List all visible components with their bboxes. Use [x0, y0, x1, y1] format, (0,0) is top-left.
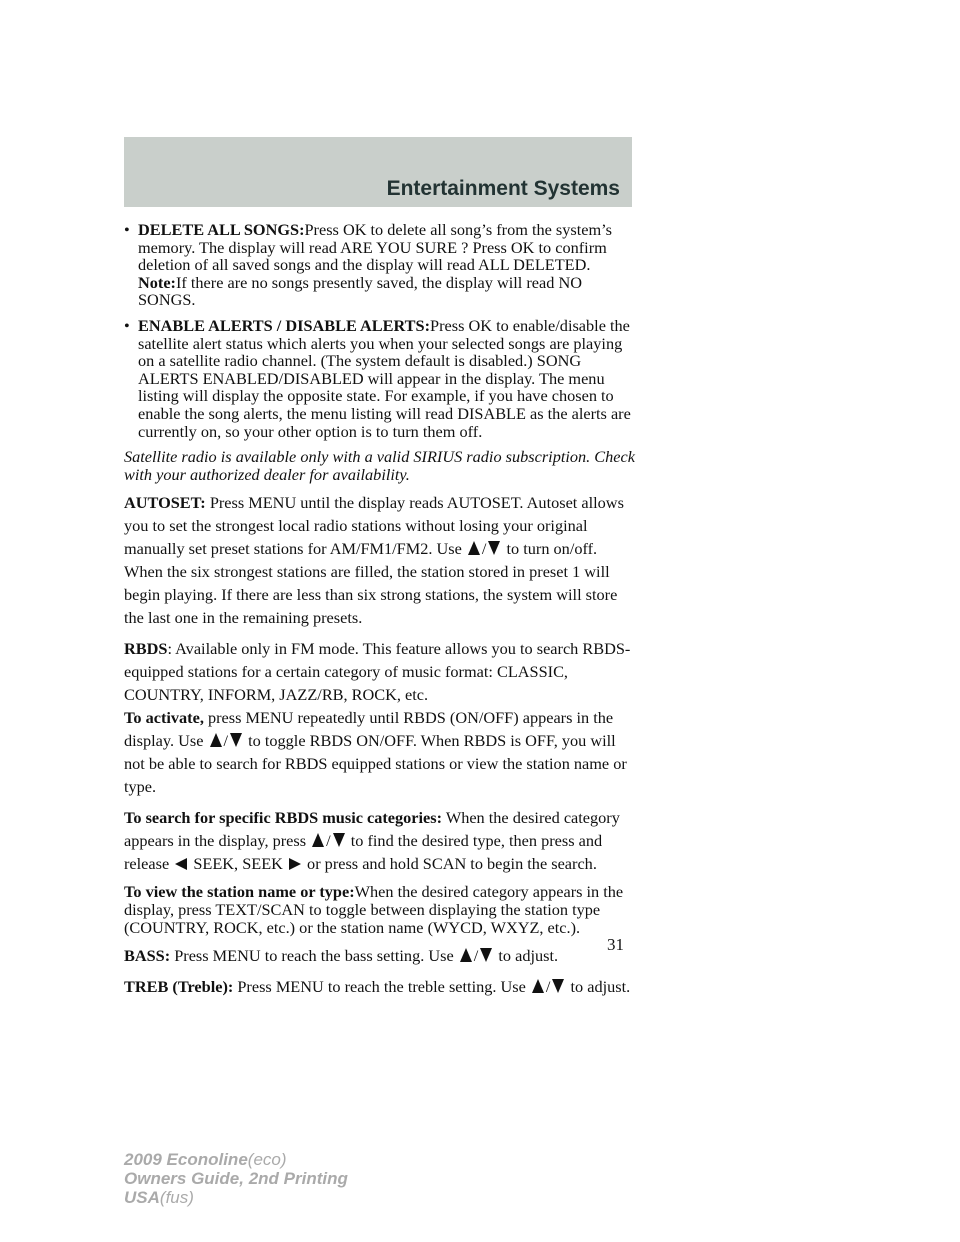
- seek-left-icon: [175, 858, 187, 870]
- term-rbds: RBDS: [124, 639, 168, 659]
- up-arrow-icon: [312, 833, 324, 847]
- search-text-1: When the desired category appears in the display, press: [124, 808, 620, 851]
- page-number: 31: [607, 935, 624, 954]
- bullet-enable-alerts: [124, 317, 636, 440]
- satellite-note: [124, 448, 636, 483]
- satellite-note-text: Satellite radio is available only with a valid SIRIUS radio subscription. Check with your authorized dealer for availability.: [124, 447, 635, 484]
- rbds-text: : Available only in FM mode. This feature allows you to search RBDS-equipped stations for a certain category of music format: CLASSIC, COUNTRY, INFORM, JAZZ/RB, ROCK, etc.: [124, 639, 631, 705]
- down-arrow-icon: [333, 833, 345, 847]
- note-label: Note:: [138, 272, 176, 292]
- treb-text-1: Press MENU to reach the treble setting. Use: [237, 977, 526, 997]
- seek-right-icon: [289, 858, 301, 870]
- down-arrow-icon: [552, 979, 564, 993]
- search-text-2: to find the desired type, then press and release: [124, 831, 603, 874]
- view-paragraph: [124, 883, 636, 936]
- up-arrow-icon: [460, 948, 472, 962]
- slash: /: [473, 946, 479, 966]
- autoset-text-2: to turn on/off.: [506, 539, 598, 559]
- bass-text-2: to adjust.: [498, 946, 559, 966]
- note-text: If there are no songs presently saved, the display will read NO SONGS.: [138, 272, 582, 310]
- footer-market: USA: [124, 1188, 160, 1207]
- term-delete-all-songs: DELETE ALL SONGS:: [138, 220, 305, 239]
- term-view: To view the station name or type:: [124, 882, 355, 902]
- term-search: To search for specific RBDS music categories:: [124, 808, 443, 828]
- term-enable-alerts: ENABLE ALERTS / DISABLE ALERTS:: [138, 315, 431, 335]
- up-arrow-icon: [210, 733, 222, 747]
- activate-text-1: press MENU repeatedly until RBDS (ON/OFF) appears in the display. Use: [124, 708, 614, 751]
- term-to-activate: To activate,: [124, 708, 204, 728]
- autoset-text-1: Press MENU until the display reads AUTOSET. Autoset allows you to set the strongest local radio stations without losing your original manually set preset stations for AM/FM1/FM2. Use: [124, 493, 624, 559]
- footer-line-1: [124, 1150, 348, 1169]
- down-arrow-icon: [488, 541, 500, 555]
- term-treb: TREB (Treble):: [124, 977, 234, 997]
- slash: /: [481, 539, 487, 559]
- seek-text: SEEK, SEEK: [193, 854, 283, 874]
- autoset-paragraph: [124, 491, 636, 629]
- section-header-band: [124, 137, 632, 207]
- up-arrow-icon: [532, 979, 544, 993]
- rbds-paragraph: [124, 637, 636, 798]
- view-text: When the desired category appears in the display, press TEXT/SCAN to toggle between displaying the station type (COUNTRY, ROCK, etc.) or the station name (WYCD, WXYZ, etc.).: [124, 882, 624, 937]
- up-arrow-icon: [468, 541, 480, 555]
- bass-paragraph: [124, 944, 636, 967]
- search-text-3: or press and hold SCAN to begin the search.: [307, 854, 597, 874]
- term-bass: BASS:: [124, 946, 171, 966]
- bullet-delete-all-songs: [124, 221, 636, 309]
- bullet-dot: •: [124, 315, 130, 335]
- enable-alerts-text: Press OK to enable/disable the satellite alert status which alerts you when your selected songs are playing on a satellite radio channel. (The system default is disabled.) SONG ALERTS ENABLED/DISABLED will appear in the display. The menu listing will display the opposite state. For example, if you have chosen to enable the song alerts, the menu listing will read DISABLE as the alerts are currently on, so your other option is to turn them off.: [138, 315, 631, 441]
- down-arrow-icon: [480, 948, 492, 962]
- treb-text-2: to adjust.: [570, 977, 631, 997]
- footer-line-3: [124, 1188, 348, 1207]
- activate-text-2: to toggle RBDS ON/OFF. When RBDS is OFF, you will not be able to search for RBDS equipped stations or view the station name or type.: [124, 731, 627, 797]
- slash: /: [545, 977, 551, 997]
- term-autoset: AUTOSET:: [124, 493, 206, 513]
- down-arrow-icon: [230, 733, 242, 747]
- bass-text-1: Press MENU to reach the bass setting. Use: [174, 946, 454, 966]
- delete-all-songs-text: Press OK to delete all song’s from the system’s memory. The display will read ARE YOU SURE ? Press OK to confirm deletion of all saved songs and the display will read ALL DELETED.: [138, 220, 612, 275]
- footer-line-2: Owners Guide, 2nd Printing: [124, 1169, 348, 1188]
- page-content: [124, 221, 636, 1006]
- treb-paragraph: [124, 975, 636, 998]
- footer-model-code: (eco): [247, 1150, 287, 1169]
- bullet-dot: •: [124, 220, 130, 239]
- slash: /: [223, 731, 229, 751]
- footer-market-code: (fus): [159, 1188, 194, 1207]
- autoset-text-3: When the six strongest stations are filled, the station stored in preset 1 will begin playing. If there are less than six strong stations, the system will store the last one in the remaining presets.: [124, 562, 618, 628]
- footer: [124, 1150, 348, 1207]
- footer-model: 2009 Econoline: [124, 1150, 248, 1169]
- search-paragraph: [124, 806, 636, 875]
- slash: /: [326, 831, 331, 851]
- section-title: Entertainment Systems: [386, 177, 620, 200]
